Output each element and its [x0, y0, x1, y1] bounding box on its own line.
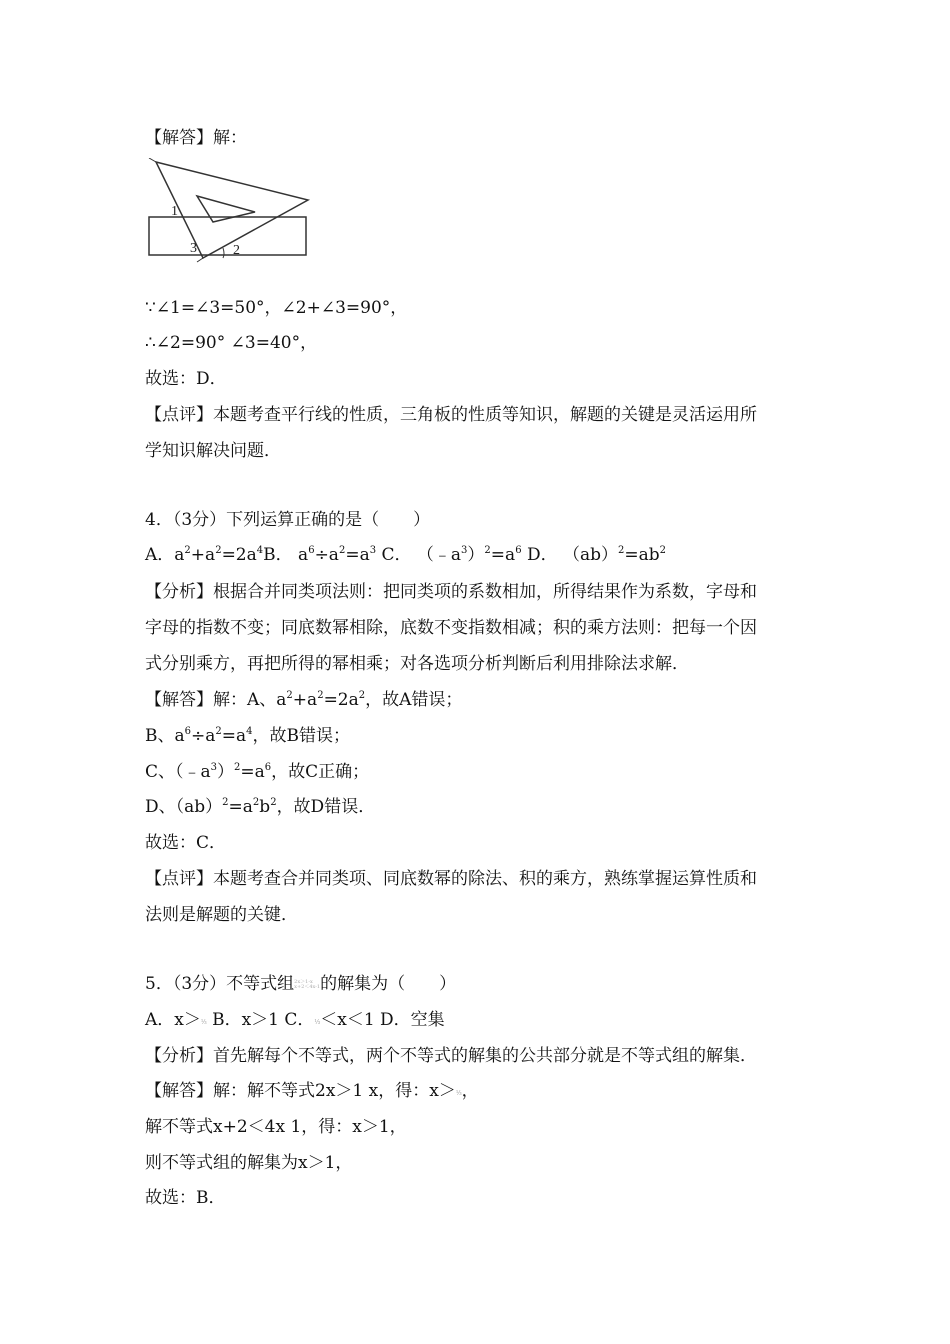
- q4-answer-b: B、$a^6\div a^2=a^4$，故B错误；: [145, 726, 351, 746]
- q4-analysis-line3: 式分别乘方，再把所得的幂相乘；对各选项分析判断后利用排除法求解．: [145, 654, 689, 674]
- q4-comment-line2: 法则是解题的关键．: [145, 905, 298, 925]
- angle3-label: 3: [190, 241, 197, 256]
- q4-options: A．$a^2+a^2=2a^4B$． $a^6\div a^2=a^3$ C． $(﹣a^3)^2=a^6$ D． $(ab)^2=ab^2$: [145, 545, 667, 565]
- q5-choice: 故选：B．: [145, 1188, 226, 1208]
- q5-answer2: 解不等式x+2＜4x 1，得：x＞1，: [145, 1117, 407, 1137]
- q3-choice: 故选：D．: [145, 369, 227, 389]
- extension-line: [149, 158, 156, 162]
- q5-answer1: 【解答】解：解不等式2x＞1 x，得：x＞⅓，: [145, 1081, 479, 1101]
- q3-comment-line1: 【点评】本题考查平行线的性质，三角板的性质等知识，解题的关键是灵活运用所: [145, 405, 757, 425]
- q5-analysis: 【分析】首先解每个不等式，两个不等式的解集的公共部分就是不等式组的解集．: [145, 1046, 757, 1066]
- ruler-rectangle: [149, 217, 306, 255]
- q4-answer-d: D、$(ab)^2=a^2b^2$，故D错误．: [145, 797, 376, 817]
- q4-stem: 4．（3分）下列运算正确的是（ ）: [145, 510, 431, 530]
- bottom-stub-line: [197, 258, 203, 262]
- q4-answer-a: 【解答】解：A、$a^2+a^2=2a^2$，故A错误；: [145, 690, 463, 710]
- angle2-label: 2: [233, 243, 240, 258]
- q3-answer-label: 【解答】解：: [145, 128, 247, 148]
- q4-analysis-line2: 字母的指数不变；同底数幂相除，底数不变指数相减；积的乘方法则：把每一个因: [145, 618, 757, 638]
- q3-step1: ∵∠1=∠3=50°，∠2+∠3=90°，: [145, 298, 408, 318]
- inequality-system: 2x＞1-x x+2＜4x-1: [294, 979, 321, 990]
- triangle-ruler-figure: [145, 158, 315, 263]
- q5-stem: 5．（3分）不等式组2x＞1-x x+2＜4x-1的解集为（ ）: [145, 974, 457, 994]
- angle2-arc: [223, 248, 224, 258]
- q3-comment-line2: 学知识解决问题．: [145, 441, 281, 461]
- q5-options: A．x＞⅓ B．x＞1 C．⅓＜x＜1 D．空集: [145, 1010, 445, 1030]
- angle1-label: 1: [171, 204, 178, 219]
- outer-triangle: [156, 162, 308, 258]
- q3-step2: ∴∠2=90° ∠3=40°，: [145, 333, 318, 353]
- q4-analysis-line1: 【分析】根据合并同类项法则：把同类项的系数相加，所得结果作为系数，字母和: [145, 582, 757, 602]
- q5-answer3: 则不等式组的解集为x＞1，: [145, 1153, 353, 1173]
- inner-triangle: [197, 196, 255, 222]
- q4-comment-line1: 【点评】本题考查合并同类项、同底数幂的除法、积的乘方，熟练掌握运算性质和: [145, 869, 757, 889]
- q4-answer-c: C、$(﹣a^3)^2=a^6$，故C正确；: [145, 762, 370, 782]
- q4-choice: 故选：C．: [145, 833, 227, 853]
